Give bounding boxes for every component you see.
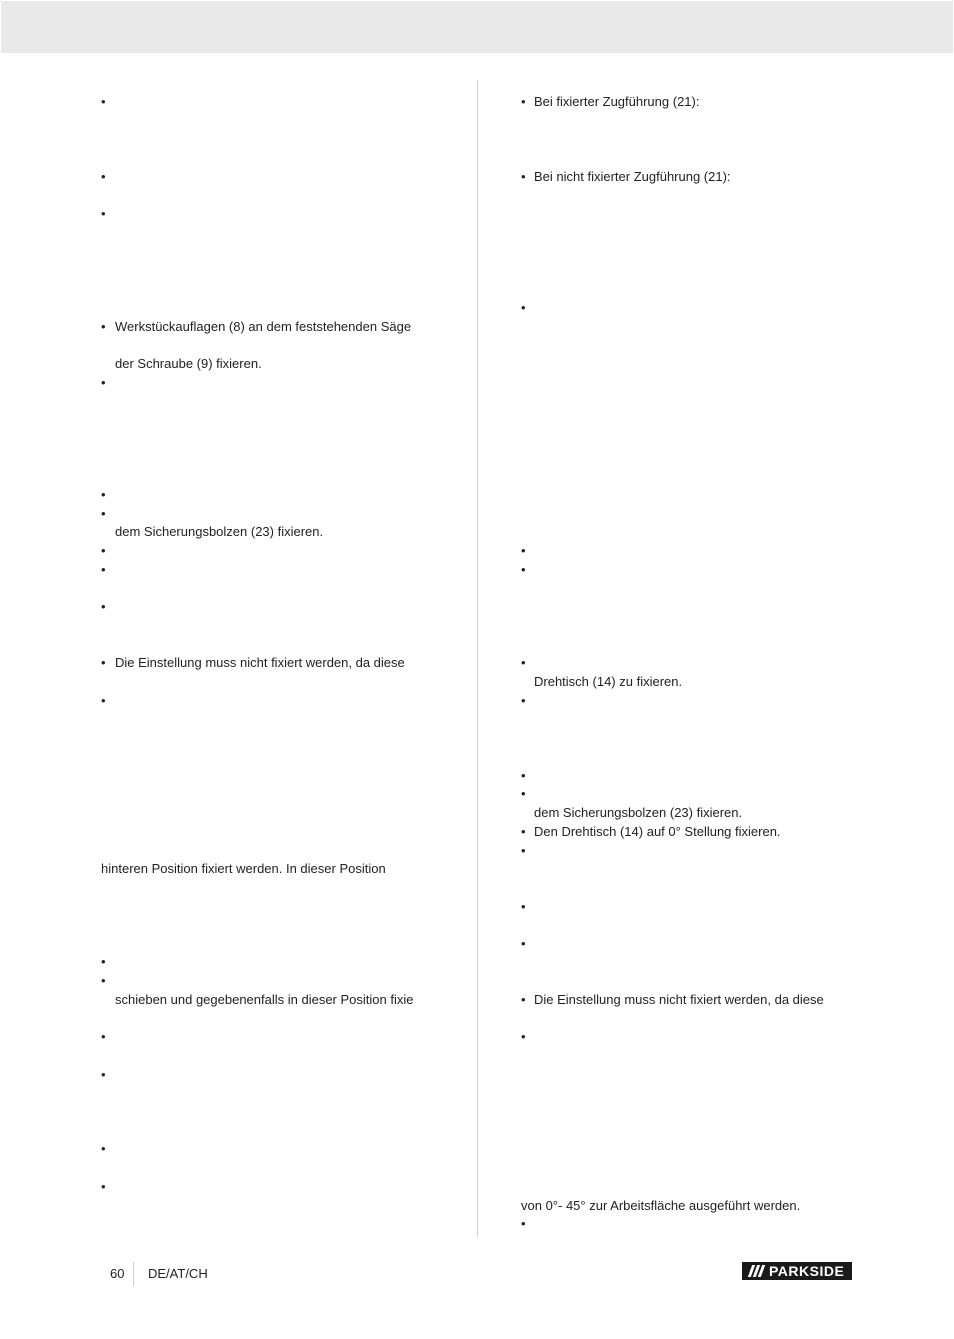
text-line: Werkstückauflagen (8) an dem feststehenden Säge [115, 319, 412, 334]
bullet: • [101, 169, 106, 184]
bullet: • [101, 206, 106, 221]
bullet: • [101, 487, 106, 502]
bullet: • [101, 543, 106, 558]
bullet: • [521, 899, 526, 914]
bullet: • [521, 936, 526, 951]
bullet: • [101, 1029, 106, 1044]
bullet: • [101, 954, 106, 969]
text-line: Bei fixierter Zugführung (21): [534, 94, 700, 109]
bullet: • [101, 562, 106, 577]
bullet: • [101, 1067, 106, 1082]
bullet: • [521, 1216, 526, 1231]
bullet: • [521, 300, 526, 315]
locale-label: DE/AT/CH [148, 1266, 208, 1281]
bullet: • [521, 693, 526, 708]
bullet: • [101, 1141, 106, 1156]
text-line: schieben und gegebenenfalls in dieser Position fixie [115, 992, 414, 1007]
bullet: • [521, 94, 526, 109]
bullet: • [101, 655, 106, 670]
bullet: • [521, 768, 526, 783]
bullet: • [101, 599, 106, 614]
text-line: Die Einstellung muss nicht fixiert werden, da diese [115, 655, 405, 670]
logo-text: PARKSIDE [769, 1263, 845, 1279]
column-divider [477, 80, 478, 1237]
bullet: • [101, 375, 106, 390]
bullet: • [101, 319, 106, 334]
bullet: • [521, 562, 526, 577]
bullet: • [101, 506, 106, 521]
bullet: • [101, 1179, 106, 1194]
page-number: 60 [110, 1266, 125, 1281]
bullet: • [521, 786, 526, 801]
parkside-logo [742, 1262, 852, 1280]
bullet: • [521, 1029, 526, 1044]
bullet: • [521, 655, 526, 670]
text-line: dem Sicherungsbolzen (23) fixieren. [534, 805, 743, 820]
text-line: Den Drehtisch (14) auf 0° Stellung fixieren. [534, 824, 781, 839]
bullet: • [521, 824, 526, 839]
bullet: • [521, 843, 526, 858]
bullet: • [521, 992, 526, 1007]
bullet: • [101, 94, 106, 109]
text-line: Drehtisch (14) zu fixieren. [534, 674, 683, 689]
bullet: • [521, 543, 526, 558]
bullet: • [101, 973, 106, 988]
text-line: hinteren Position fixiert werden. In dieser Position [101, 861, 386, 876]
text-line: der Schraube (9) fixieren. [115, 356, 262, 371]
text-line: Die Einstellung muss nicht fixiert werden, da diese [534, 992, 824, 1007]
text-line: dem Sicherungsbolzen (23) fixieren. [115, 524, 324, 539]
bullet: • [101, 693, 106, 708]
header-bar [1, 1, 953, 53]
footer-separator [133, 1262, 134, 1286]
logo-stripes-icon [742, 1262, 767, 1280]
text-line: Bei nicht fixierter Zugführung (21): [534, 169, 731, 184]
text-line: von 0°- 45° zur Arbeitsfläche ausgeführt werden. [521, 1198, 801, 1213]
bullet: • [521, 169, 526, 184]
